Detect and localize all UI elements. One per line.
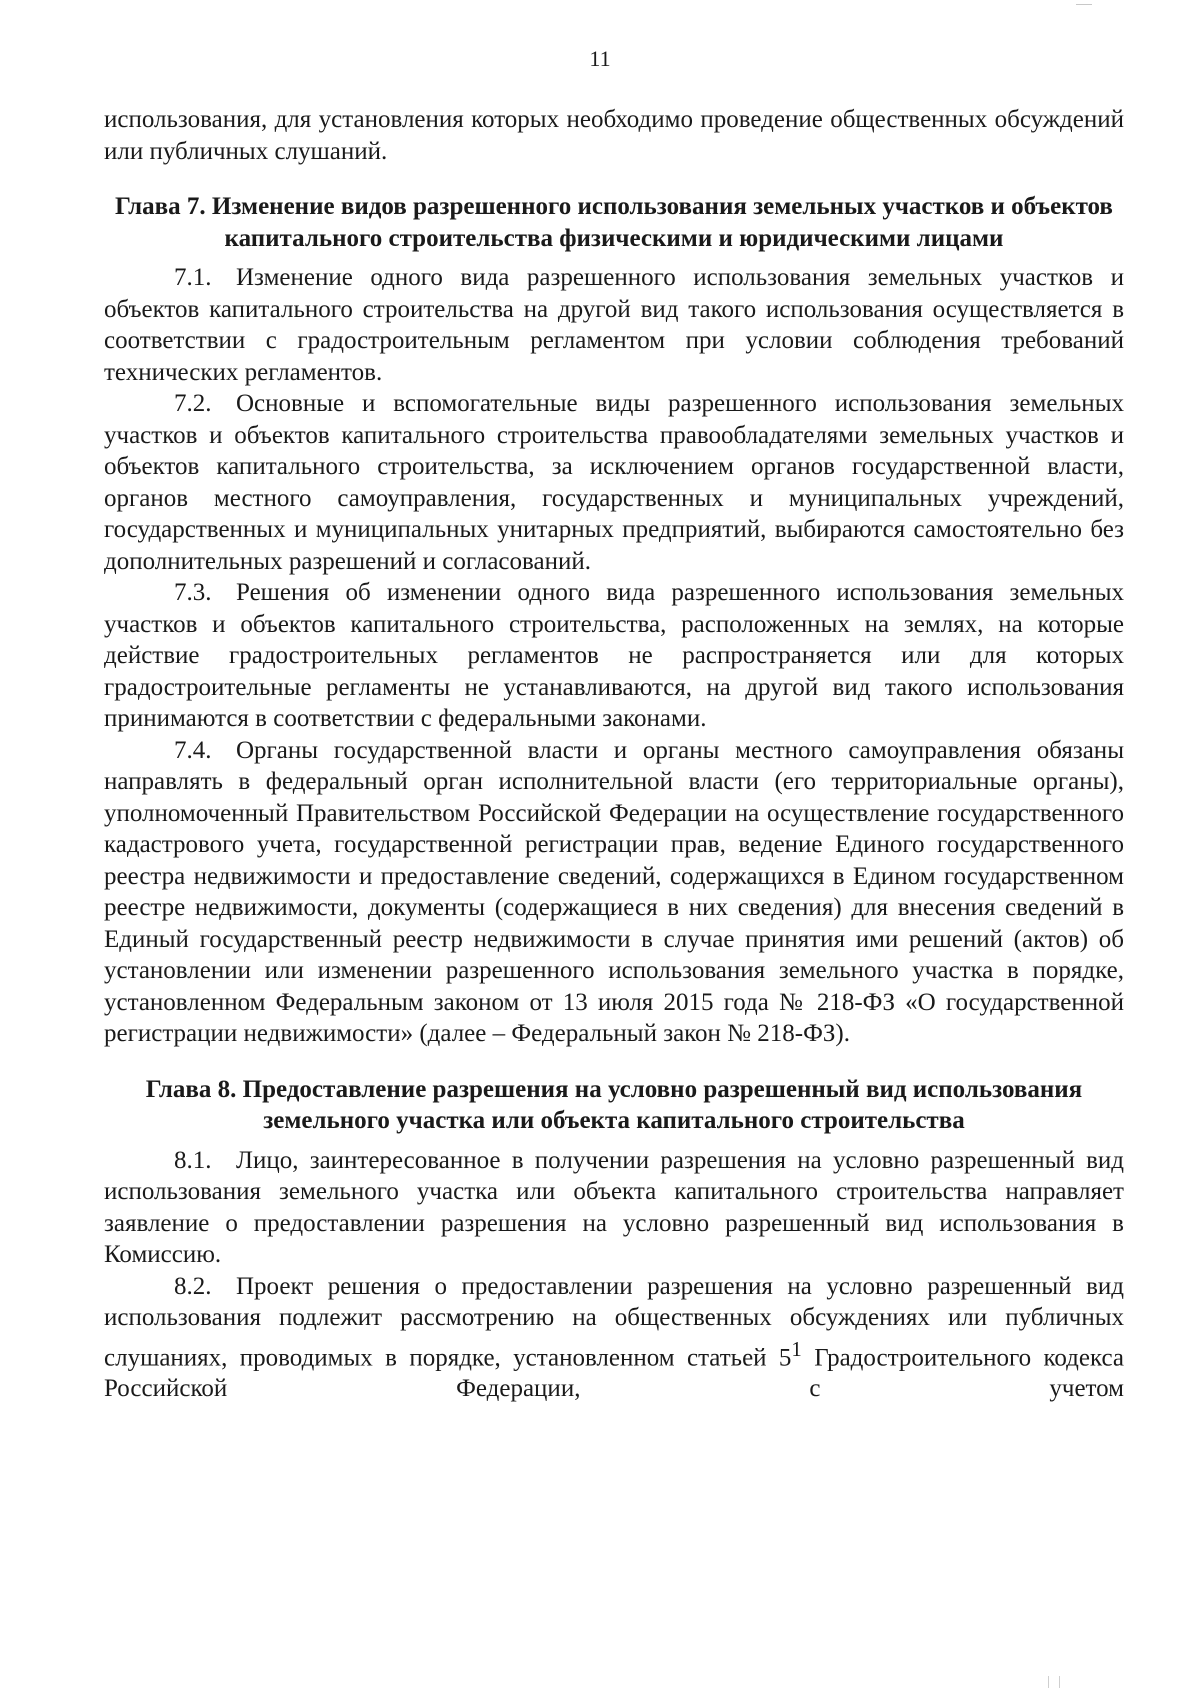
clause-text: Изменение одного вида разрешенного использования земельных участков и объектов капитального строительства на другой вид такого использования осуществляется в соответствии с градостроительным регламентом при условии соблюдения требований технических регламентов. xyxy=(104,264,1124,386)
scan-corner-mark xyxy=(1076,0,1092,5)
clause-text-continued: Градостроительного кодекса Российской Федерации, с учетом xyxy=(104,1343,1124,1403)
chapter-8-title: Глава 8. Предоставление разрешения на условно разрешенный вид использования земельного участка или объекта капитального строительства xyxy=(145,1075,1083,1134)
clause-text: Решения об изменении одного вида разрешенного использования земельных участков и объектов капитального строительства, расположенных на землях, на которые действие градостроительных регламентов не распространяется или для которых градостроительные регламенты не устанавливаются, на другой вид такого использования принимаются в соответствии с федеральными законами. xyxy=(104,579,1124,732)
clause-text: Основные и вспомогательные виды разрешенного использования земельных участков и объектов капитального строительства правообладателями земельных участков и объектов капитального строительства, за исключением органов государственной власти, органов местного самоуправления, государственных и муниципальных учреждений, государственных и муниципальных унитарных предприятий, выбираются самостоятельно без дополнительных разрешений и согласований. xyxy=(104,390,1124,575)
clause-text: Проект решения о предоставлении разрешения на условно разрешенный вид использования подлежит рассмотрению на общественных обсуждениях или публичных слушаниях, проводимых в порядке, установленном статьей 5 xyxy=(104,1272,1124,1371)
clause-7-1 xyxy=(104,262,1124,388)
chapter-7-title: Глава 7. Изменение видов разрешенного использования земельных участков и объектов капитального строительства физическими и юридическими лицами xyxy=(115,193,1113,252)
clause-text: Органы государственной власти и органы местного самоуправления обязаны направлять в федеральный орган исполнительной власти (его территориальные органы), уполномоченный Правительством Российской Федерации на осуществление государственного кадастрового учета, государственной регистрации прав, ведение Единого государственного реестра недвижимости и предоставление сведений, содержащихся в Едином государственном реестре недвижимости, документы (содержащиеся в них сведения) для внесения сведений в Единый государственный реестр недвижимости в случае принятия ими решений (актов) об установлении или изменении разрешенного использования земельного участка в порядке, установленном Федеральным законом от 13 июля 2015 года № 218-ФЗ «О государственной регистрации недвижимости» (далее – Федеральный закон № 218-ФЗ). xyxy=(104,736,1124,1047)
clause-text: Лицо, заинтересованное в получении разрешения на условно разрешенный вид использования земельного участка или объекта капитального строительства направляет заявление о предоставлении разрешения на условно разрешенный вид использования в Комиссию. xyxy=(104,1146,1124,1268)
clause-number: 7.4. xyxy=(174,736,212,764)
clause-number: 7.3. xyxy=(174,579,212,606)
clause-number: 7.2. xyxy=(174,390,212,417)
clause-8-2 xyxy=(104,1271,1124,1405)
clause-number: 8.2. xyxy=(174,1272,212,1300)
clause-7-3 xyxy=(104,577,1124,735)
clause-7-4 xyxy=(104,735,1124,1050)
clause-8-1 xyxy=(104,1145,1124,1271)
page-content xyxy=(104,104,1124,1405)
article-superscript: 1 xyxy=(791,1336,802,1361)
clause-number: 7.1. xyxy=(174,264,212,291)
continuation-paragraph: использования, для установления которых необходимо проведение общественных обсуждений или публичных слушаний. xyxy=(104,106,1124,165)
clause-7-2 xyxy=(104,388,1124,577)
page-number: 11 xyxy=(589,46,611,71)
scan-footer-mark xyxy=(1048,1676,1060,1688)
clause-number: 8.1. xyxy=(174,1146,212,1174)
